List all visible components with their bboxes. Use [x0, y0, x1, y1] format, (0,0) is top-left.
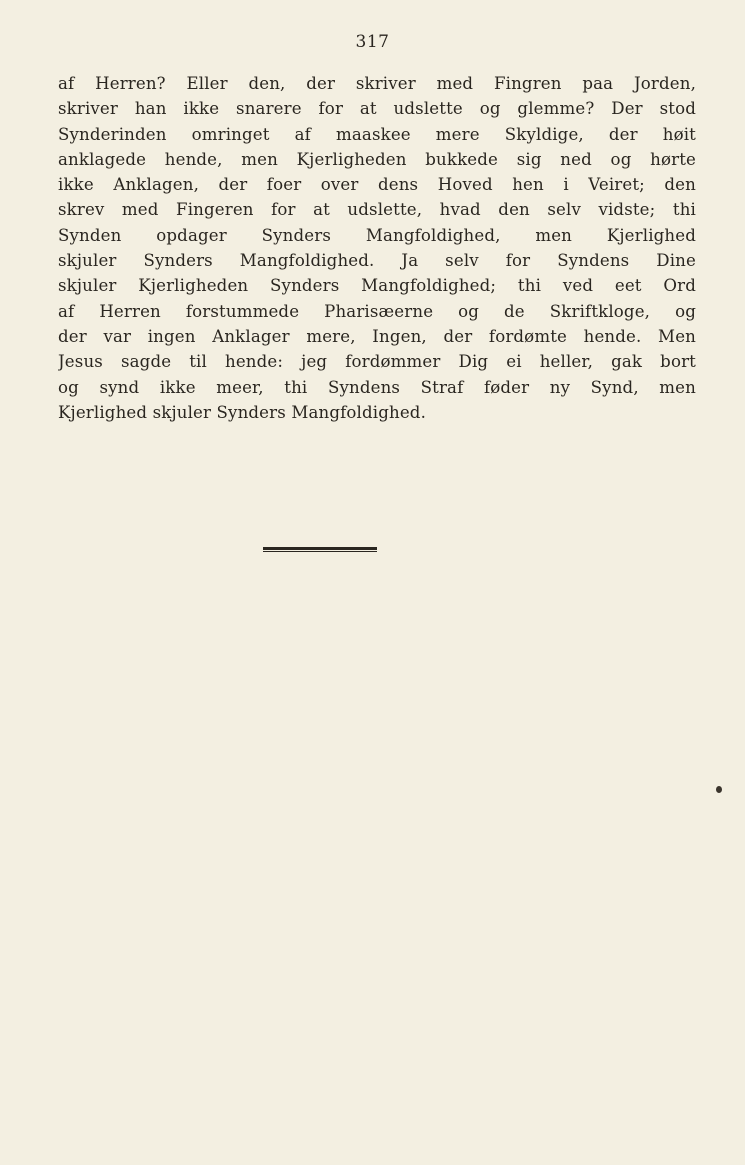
text-line: af Herren? Eller den, der skriver med Fingren paa Jorden,: [58, 74, 696, 93]
text-line: skrev med Fingeren for at udslette, hvad den selv vidste; thi: [58, 200, 696, 220]
rule-thin-bar: [263, 551, 377, 552]
text-line: der var ingen Anklager mere, Ingen, der fordømte hende. Men: [58, 326, 696, 346]
text-line: Synden opdager Synders Mangfoldighed, men Kjerlighed: [58, 225, 696, 245]
text-line: skjuler Synders Mangfoldighed. Ja selv for Syndens Dine: [58, 251, 696, 271]
text-line: Jesus sagde til hende: jeg fordømmer Dig ei heller, gak bort: [58, 352, 696, 372]
rule-thick-bar: [263, 547, 377, 550]
section-end-rule: [263, 547, 377, 552]
text-line: af Herren forstummede Pharisæerne og de Skriftkloge, og: [58, 301, 696, 321]
text-line: og synd ikke meer, thi Syndens Straf føder ny Synd, men: [58, 377, 696, 397]
text-line: ikke Anklagen, der foer over dens Hoved hen i Veiret; den: [58, 175, 696, 195]
ink-spot: [716, 786, 722, 793]
text-line: Synderinden omringet af maaskee mere Skyldige, der høit: [58, 124, 696, 144]
text-line: skriver han ikke snarere for at udslette og glemme? Der stod: [58, 99, 696, 119]
text-line-last: Kjerlighed skjuler Synders Mangfoldighed.: [58, 402, 427, 422]
text-line: anklagede hende, men Kjerligheden bukkede sig ned og hørte: [58, 149, 696, 169]
text-line: skjuler Kjerligheden Synders Mangfoldighed; thi ved eet Ord: [58, 276, 696, 296]
body-text: [58, 71, 696, 425]
page-number: 317: [355, 32, 390, 52]
